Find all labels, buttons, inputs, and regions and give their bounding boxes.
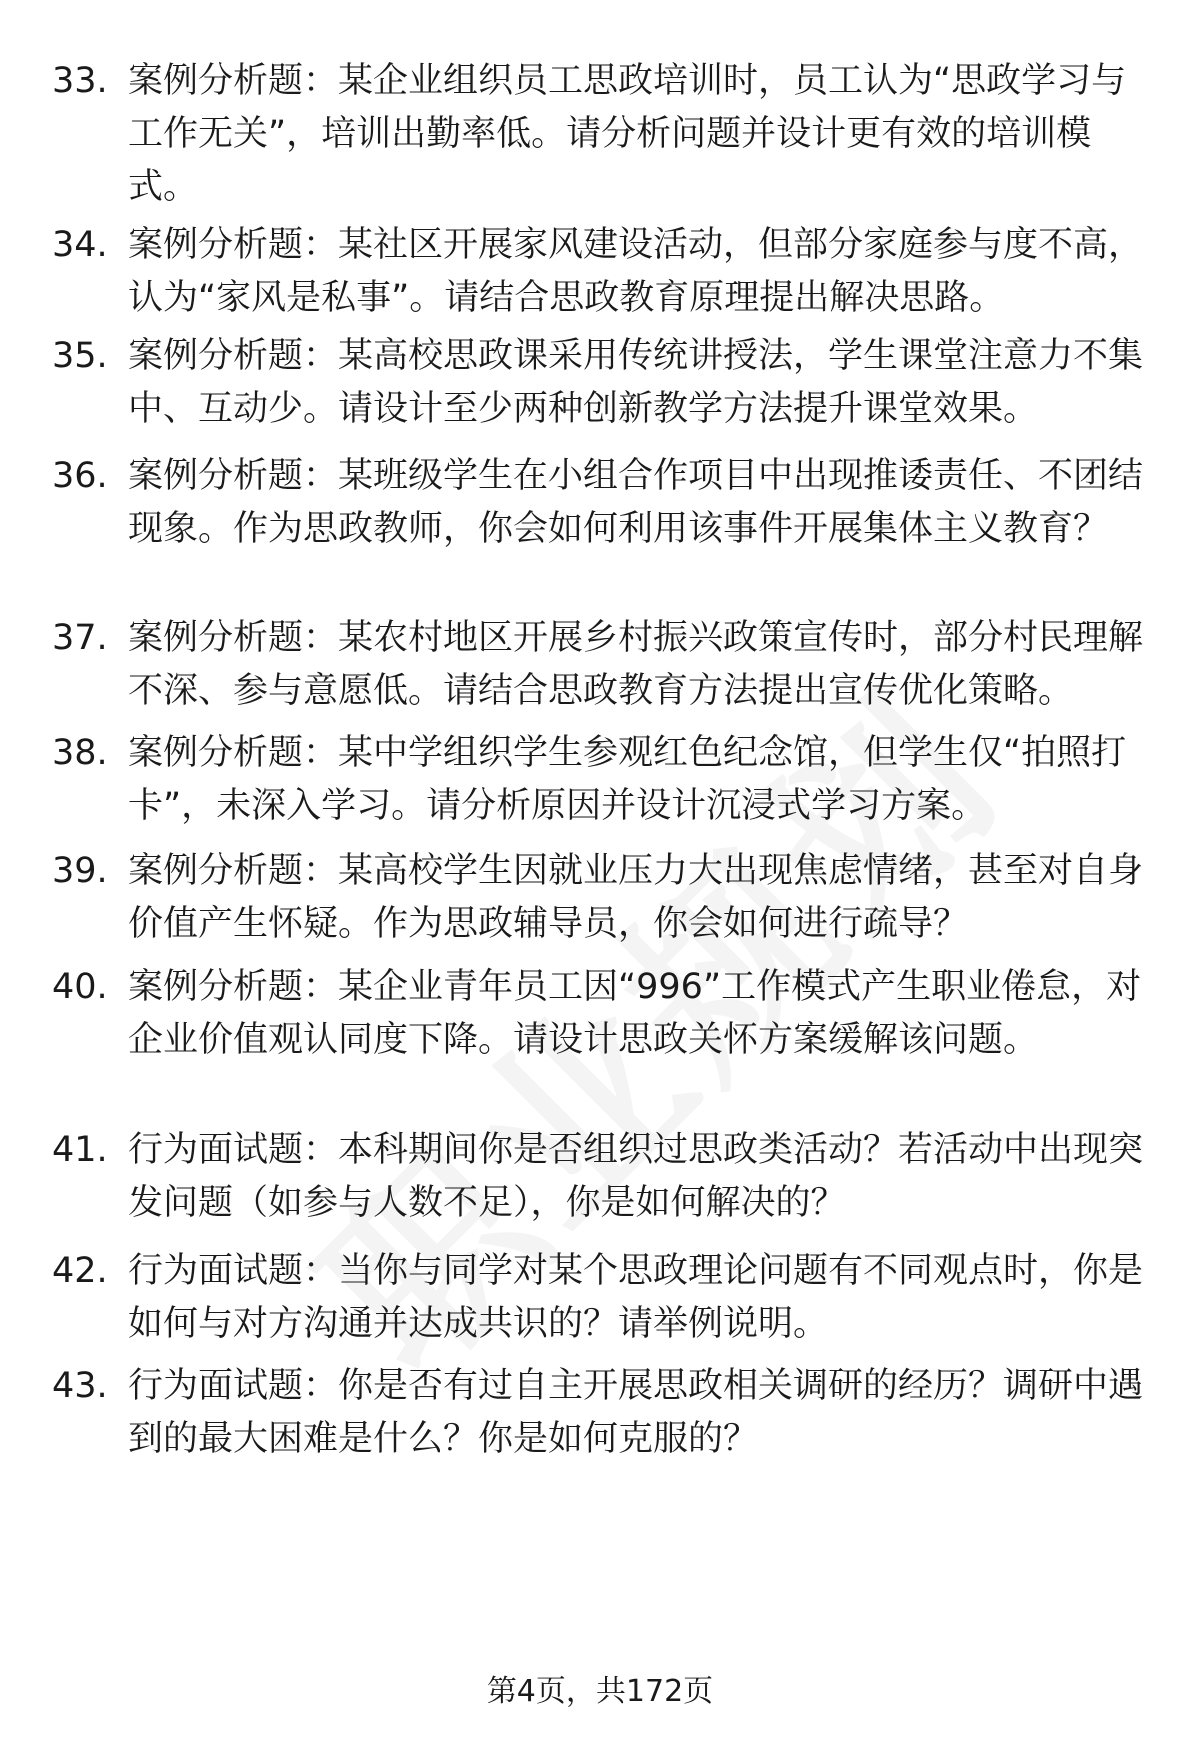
question-number: 40. [52, 967, 108, 1007]
question-text: 案例分析题：某社区开展家风建设活动，但部分家庭参与度不高，认为“家风是私事”。请结合思政教育原理提出解决思路。 [128, 225, 1144, 318]
question-text: 案例分析题：某企业组织员工思政培训时，员工认为“思政学习与工作无关”，培训出勤率低。请分析问题并设计更有效的培训模式。 [128, 61, 1127, 207]
question-text: 案例分析题：某高校学生因就业压力大出现焦虑情绪，甚至对自身价值产生怀疑。作为思政辅导员，你会如何进行疏导？ [128, 851, 1144, 944]
question-number: 41. [52, 1130, 108, 1170]
question-item [52, 1245, 1152, 1351]
question-text: 行为面试题：当你与同学对某个思政理论问题有不同观点时，你是如何与对方沟通并达成共识的？请举例说明。 [128, 1251, 1144, 1344]
question-text: 行为面试题：你是否有过自主开展思政相关调研的经历？调研中遇到的最大困难是什么？你是如何克服的？ [128, 1366, 1144, 1459]
question-text: 案例分析题：某中学组织学生参观红色纪念馆，但学生仅“拍照打卡”，未深入学习。请分析原因并设计沉浸式学习方案。 [128, 733, 1127, 826]
question-item [52, 330, 1152, 436]
question-text: 案例分析题：某班级学生在小组合作项目中出现推诿责任、不团结现象。作为思政教师，你会如何利用该事件开展集体主义教育？ [128, 456, 1144, 549]
question-number: 43. [52, 1366, 108, 1406]
question-text: 案例分析题：某企业青年员工因“996”工作模式产生职业倦怠，对企业价值观认同度下降。请设计思政关怀方案缓解该问题。 [128, 967, 1142, 1060]
question-number: 42. [52, 1251, 108, 1291]
question-number: 35. [52, 336, 108, 376]
question-text: 案例分析题：某高校思政课采用传统讲授法，学生课堂注意力不集中、互动少。请设计至少两种创新教学方法提升课堂效果。 [128, 336, 1144, 429]
question-number: 37. [52, 618, 108, 658]
question-number: 33. [52, 61, 108, 101]
question-item [52, 1360, 1152, 1466]
question-item [52, 845, 1152, 951]
question-text: 行为面试题：本科期间你是否组织过思政类活动？若活动中出现突发问题（如参与人数不足），你是如何解决的？ [128, 1130, 1144, 1223]
question-number: 39. [52, 851, 108, 891]
question-item [52, 1124, 1152, 1230]
question-text: 案例分析题：某农村地区开展乡村振兴政策宣传时，部分村民理解不深、参与意愿低。请结合思政教育方法提出宣传优化策略。 [128, 618, 1144, 711]
question-number: 38. [52, 733, 108, 773]
question-number: 34. [52, 225, 108, 265]
question-item [52, 55, 1152, 214]
page-footer: 第4页，共172页 [486, 1674, 714, 1709]
question-item [52, 219, 1152, 325]
question-item [52, 450, 1152, 556]
question-item [52, 727, 1152, 833]
question-item [52, 961, 1152, 1067]
question-item [52, 612, 1152, 718]
question-number: 36. [52, 456, 108, 496]
